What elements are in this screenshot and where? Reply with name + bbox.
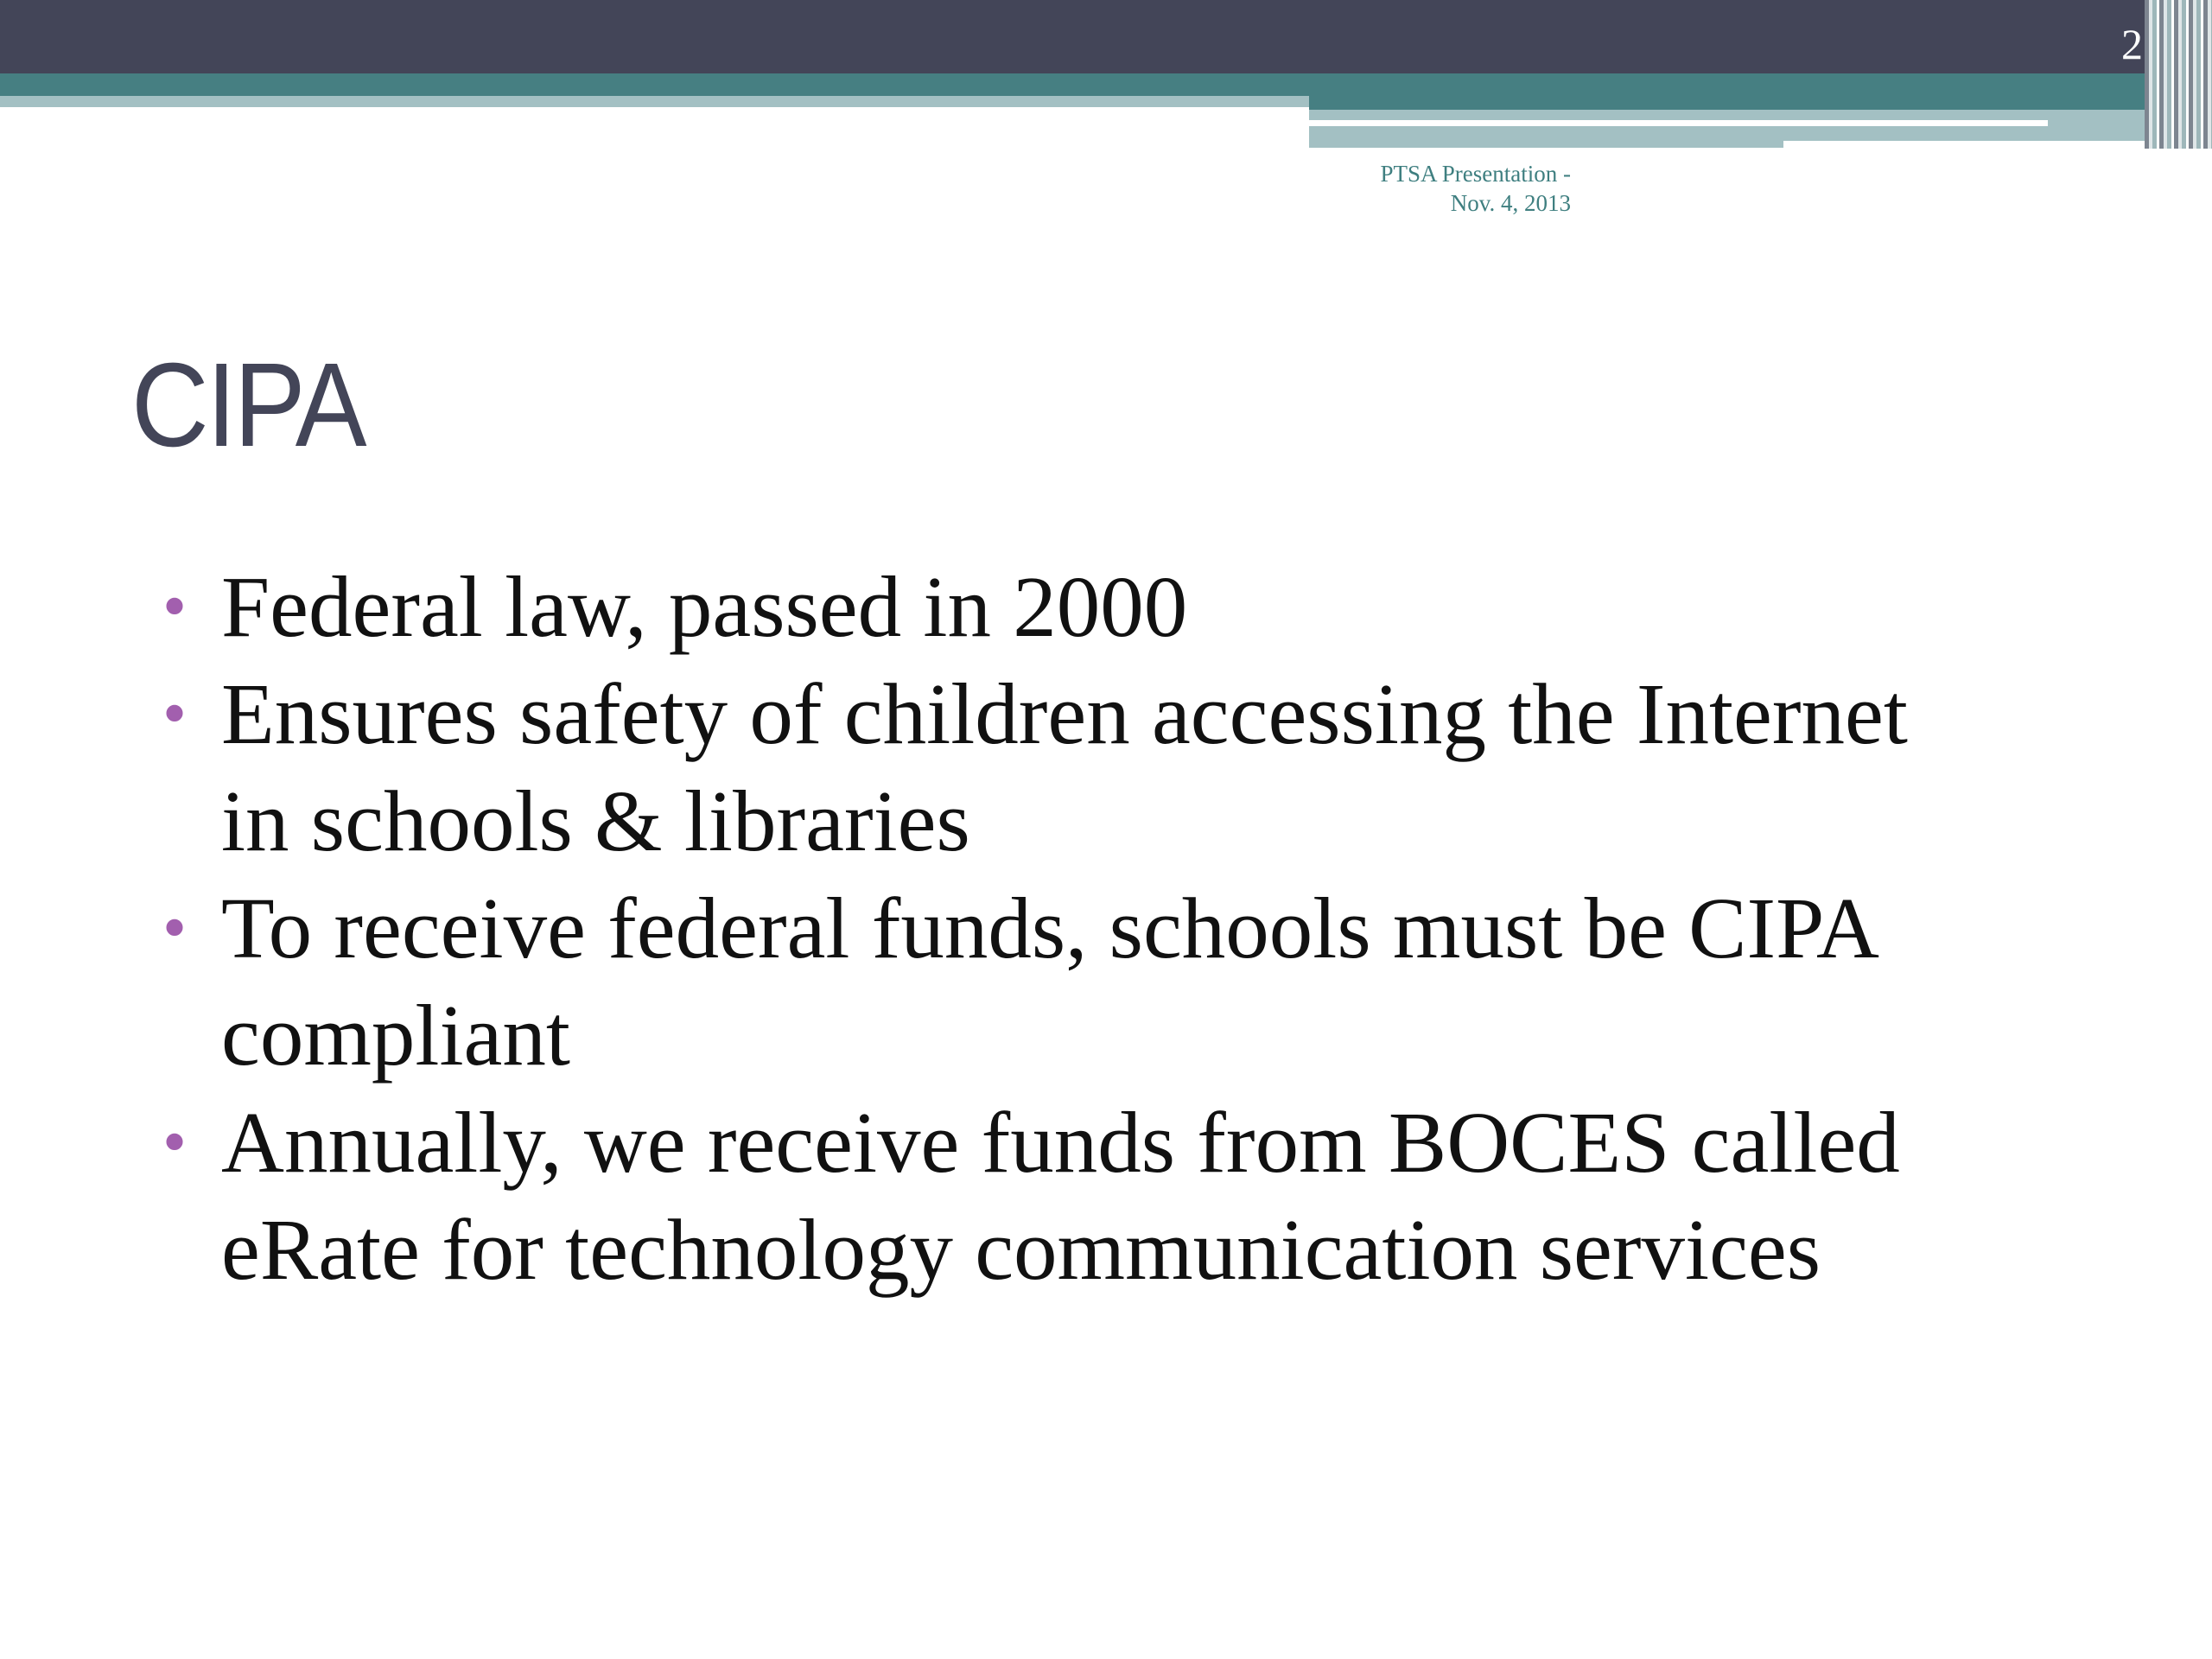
header-light-band (0, 96, 1309, 107)
bullet-item (162, 1089, 1908, 1303)
bullet-text: in schools & libraries (221, 772, 970, 869)
header-decoration (1783, 141, 2172, 149)
bullet-text: eRate for technology communication services (221, 1201, 1821, 1298)
bullet-text: compliant (221, 987, 570, 1084)
bullet-icon: • (162, 890, 188, 966)
bullet-icon: • (162, 569, 188, 645)
bullet-text: Ensures safety of children accessing the Internet (221, 665, 1908, 762)
footer-line: PTSA Presentation - (1380, 161, 1571, 187)
footer-line: Nov. 4, 2013 (1450, 190, 1571, 216)
bullet-text: To receive federal funds, schools must be CIPA (221, 880, 1879, 976)
header-accent-band-right (1309, 96, 2173, 110)
bullet-text: Federal law, passed in 2000 (221, 558, 1188, 655)
header-bar (0, 0, 2212, 73)
bullet-icon: • (162, 676, 188, 752)
slide-title: CIPA (131, 339, 365, 472)
slide-number: 2 (2121, 20, 2143, 68)
slide-footer (1279, 159, 1571, 218)
bullet-item (162, 660, 1908, 874)
header-vertical-stripes (2145, 0, 2212, 149)
header-accent-band (0, 73, 2212, 96)
bullet-list (0, 553, 1908, 1303)
bullet-text: Annually, we receive funds from BOCES called (221, 1094, 1900, 1191)
bullet-icon: • (162, 1104, 188, 1180)
bullet-item (162, 874, 1908, 1089)
header-divider-line (1309, 120, 2048, 126)
bullet-item (162, 553, 1908, 660)
